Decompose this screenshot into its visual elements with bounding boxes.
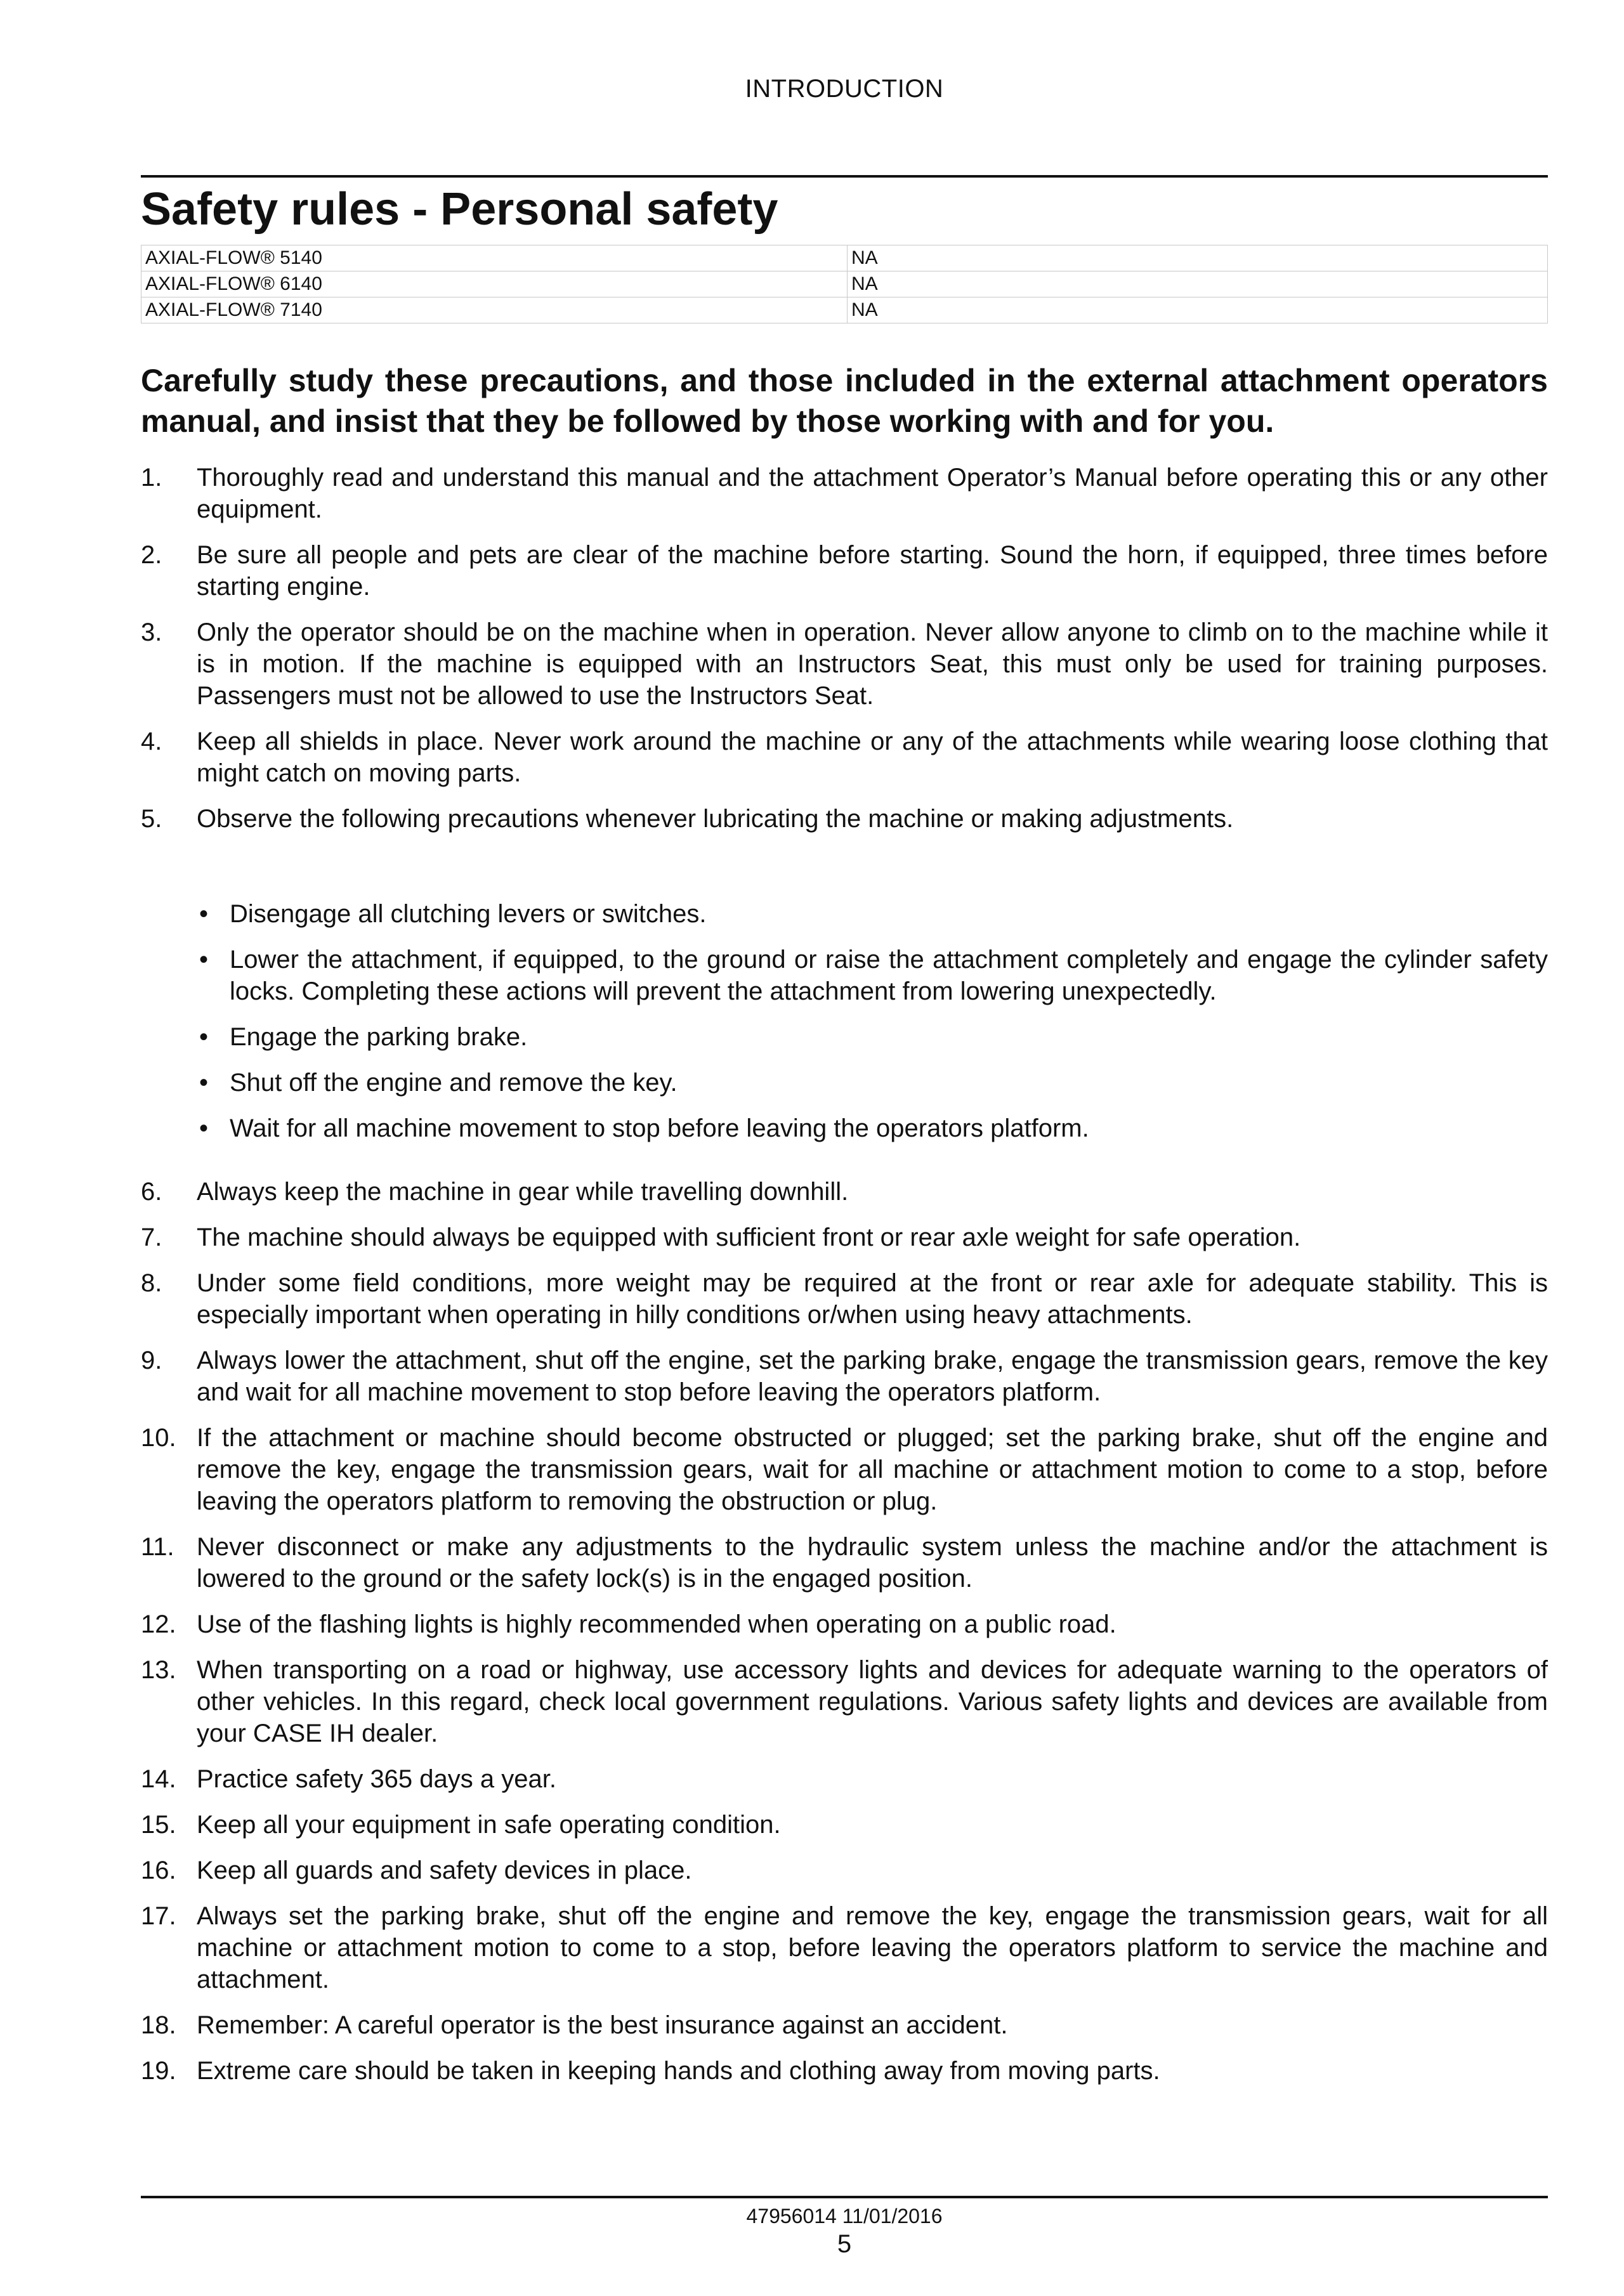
bullet-text: Lower the attachment, if equipped, to the ground or raise the attachment completely and engage the cylinder safety locks. Completing these actions will prevent the attachment from lowering unexpectedly. <box>230 946 1548 1005</box>
footer-divider <box>141 2196 1548 2198</box>
list-item <box>141 2009 1548 2041</box>
region-cell: NA <box>848 245 1548 271</box>
item-text: The machine should always be equipped with sufficient front or rear axle weight for safe operation. <box>197 1223 1301 1251</box>
list-item <box>141 1608 1548 1640</box>
list-item <box>141 726 1548 789</box>
list-item <box>141 803 1548 835</box>
bullet-icon: • <box>199 946 209 974</box>
item-text: Extreme care should be taken in keeping hands and clothing away from moving parts. <box>197 2057 1160 2085</box>
region-cell: NA <box>848 297 1548 323</box>
bullet-item <box>141 944 1548 1007</box>
bullet-text: Engage the parking brake. <box>230 1023 528 1051</box>
item-number: 16. <box>141 1856 176 1884</box>
intro-heading: Carefully study these precautions, and those included in the external attachment operators manual, and insist that they be followed by those working with and for you. <box>141 363 1548 439</box>
item-number: 7. <box>141 1223 162 1251</box>
list-item <box>141 539 1548 603</box>
document-id: 47956014 11/01/2016 <box>746 2205 943 2228</box>
item-text: Keep all your equipment in safe operating condition. <box>197 1811 781 1839</box>
item-text: When transporting on a road or highway, use accessory lights and devices for adequate warning to the operators of other vehicles. In this regard, check local government regulations. Various safety lights and devices are available from your CASE IH dealer. <box>197 1656 1548 1747</box>
table-row <box>141 271 1548 297</box>
item-text: Use of the flashing lights is highly recommended when operating on a public road. <box>197 1610 1116 1638</box>
list-item <box>141 1267 1548 1331</box>
region-cell: NA <box>848 271 1548 297</box>
item-number: 6. <box>141 1178 162 1206</box>
item-text: If the attachment or machine should become obstructed or plugged; set the parking brake, shut off the engine and remove the key, engage the transmission gears, wait for all machine or attachment motion to come to a stop, before leaving the operators platform to removing the obstruction or plug. <box>197 1424 1548 1515</box>
bullet-text: Wait for all machine movement to stop before leaving the operators platform. <box>230 1114 1089 1142</box>
item-text: Be sure all people and pets are clear of the machine before starting. Sound the horn, if equipped, three times before starting engine. <box>197 541 1548 601</box>
table-row <box>141 245 1548 271</box>
bullet-text: Disengage all clutching levers or switches. <box>230 900 707 928</box>
bullet-item <box>141 898 1548 930</box>
item-number: 5. <box>141 805 162 833</box>
list-item <box>141 1855 1548 1886</box>
item-text: Always lower the attachment, shut off the engine, set the parking brake, engage the transmission gears, remove the key and wait for all machine movement to stop before leaving the operators platform. <box>197 1347 1548 1406</box>
manual-page <box>141 0 1548 2296</box>
list-item <box>141 1345 1548 1408</box>
list-item <box>141 616 1548 712</box>
page-number: 5 <box>837 2230 852 2258</box>
item-number: 12. <box>141 1610 176 1638</box>
model-table <box>141 245 1548 323</box>
rules-body <box>141 462 1548 2101</box>
item-number: 19. <box>141 2057 176 2085</box>
item-number: 11. <box>141 1533 174 1561</box>
bullet-item <box>141 1067 1548 1099</box>
rules-list-continued <box>141 1176 1548 2087</box>
running-header: INTRODUCTION <box>745 75 944 103</box>
model-cell: AXIAL-FLOW® 5140 <box>141 245 848 271</box>
bullet-icon: • <box>199 1114 209 1142</box>
item-text: Under some field conditions, more weight may be required at the front or rear axle for adequate stability. This is especially important when operating in hilly conditions or/when using heavy attachments. <box>197 1269 1548 1329</box>
item-text: Observe the following precautions whenever lubricating the machine or making adjustments. <box>197 805 1234 833</box>
list-item <box>141 1531 1548 1595</box>
header-divider <box>141 175 1548 178</box>
bullet-icon: • <box>199 900 209 928</box>
item-number: 18. <box>141 2011 176 2039</box>
item-number: 10. <box>141 1424 176 1452</box>
item-number: 17. <box>141 1902 176 1930</box>
bullet-icon: • <box>199 1023 209 1051</box>
list-item <box>141 1422 1548 1517</box>
item-number: 3. <box>141 618 162 646</box>
item-number: 14. <box>141 1765 176 1793</box>
item-number: 9. <box>141 1347 162 1374</box>
list-item <box>141 1763 1548 1795</box>
item-text: Only the operator should be on the machine when in operation. Never allow anyone to climb on to the machine while it is in motion. If the machine is equipped with an Instructors Seat, this must only be used for training purposes. Passengers must not be allowed to use the Instructors Seat. <box>197 618 1548 710</box>
bullet-item <box>141 1112 1548 1144</box>
model-cell: AXIAL-FLOW® 6140 <box>141 271 848 297</box>
item-number: 4. <box>141 727 162 755</box>
precaution-list <box>141 898 1548 1144</box>
item-text: Always keep the machine in gear while travelling downhill. <box>197 1178 849 1206</box>
list-item <box>141 2055 1548 2087</box>
item-text: Keep all shields in place. Never work around the machine or any of the attachments while wearing loose clothing that might catch on moving parts. <box>197 727 1548 787</box>
list-item <box>141 462 1548 525</box>
bullet-icon: • <box>199 1069 209 1097</box>
item-number: 8. <box>141 1269 162 1297</box>
item-text: Never disconnect or make any adjustments to the hydraulic system unless the machine and/or the attachment is lowered to the ground or the safety lock(s) is in the engaged position. <box>197 1533 1548 1593</box>
list-item <box>141 1900 1548 1995</box>
page-title: Safety rules - Personal safety <box>141 184 778 235</box>
item-text: Remember: A careful operator is the best insurance against an accident. <box>197 2011 1008 2039</box>
item-text: Always set the parking brake, shut off the engine and remove the key, engage the transmission gears, wait for all machine or attachment motion to come to a stop, before leaving the operators platform to service the machine and attachment. <box>197 1902 1548 1993</box>
model-cell: AXIAL-FLOW® 7140 <box>141 297 848 323</box>
item-number: 15. <box>141 1811 176 1839</box>
item-text: Thoroughly read and understand this manual and the attachment Operator’s Manual before operating this or any other equipment. <box>197 464 1548 523</box>
list-item <box>141 1176 1548 1208</box>
bullet-text: Shut off the engine and remove the key. <box>230 1069 678 1097</box>
rules-list <box>141 462 1548 835</box>
item-text: Practice safety 365 days a year. <box>197 1765 556 1793</box>
item-number: 1. <box>141 464 162 492</box>
list-item <box>141 1809 1548 1841</box>
item-number: 13. <box>141 1656 176 1684</box>
bullet-item <box>141 1021 1548 1053</box>
table-row <box>141 297 1548 323</box>
list-item <box>141 1222 1548 1253</box>
list-item <box>141 1654 1548 1749</box>
item-number: 2. <box>141 541 162 569</box>
item-text: Keep all guards and safety devices in place. <box>197 1856 692 1884</box>
